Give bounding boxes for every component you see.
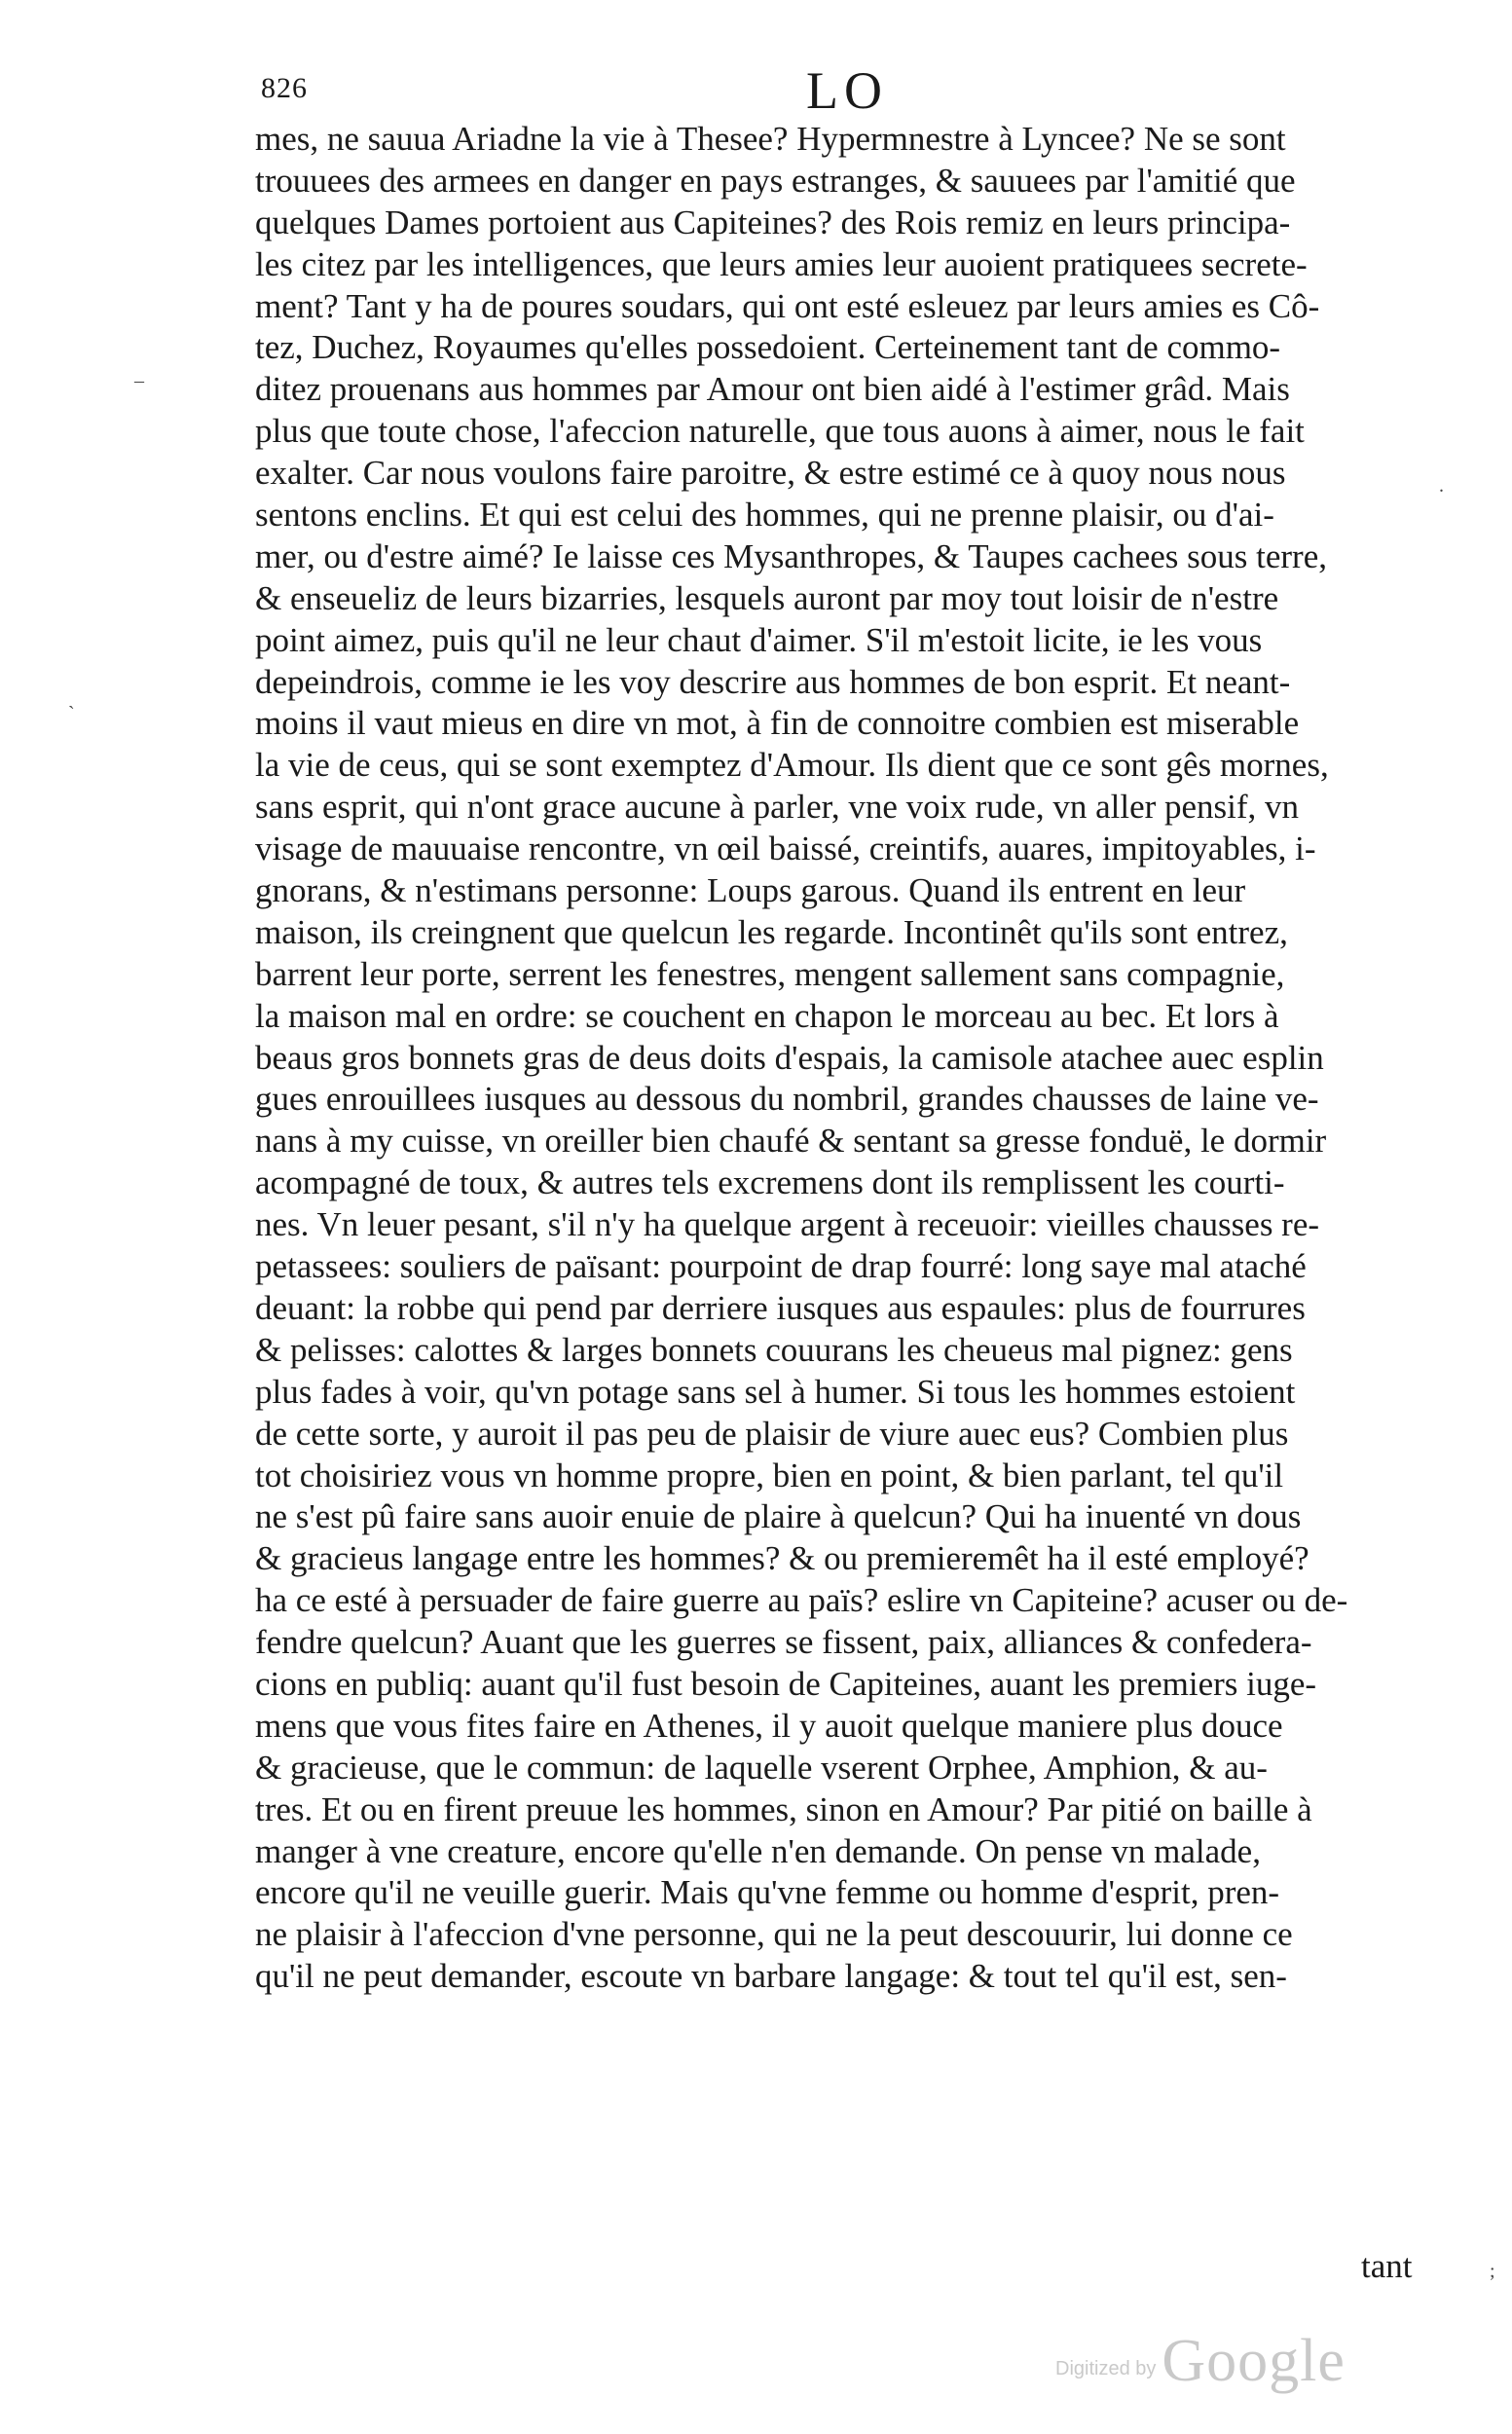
text-line: point aimez, puis qu'il ne leur chaut d'aimer. S'il m'estoit licite, ie les vous <box>255 620 1263 659</box>
text-line: exalter. Car nous voulons faire paroitre, & estre estimé ce à quoy nous nous <box>255 454 1286 493</box>
text-line: nans à my cuisse, vn oreiller bien chaufé & sentant sa gresse fonduë, le dormir <box>255 1122 1327 1161</box>
text-line: mer, ou d'estre aimé? Ie laisse ces Mysanthropes, & Taupes cachees sous terre, <box>255 536 1327 575</box>
margin-mark: ; <box>1490 2261 1495 2282</box>
page-header <box>261 60 1449 119</box>
text-line: de cette sorte, y auroit il pas peu de plaisir de viure auec eus? Combien plus <box>255 1414 1289 1453</box>
text-line: ditez prouenans aus hommes par Amour ont bien aidé à l'estimer grâd. Mais <box>255 370 1290 409</box>
text-line: qu'il ne peut demander, escoute vn barbare langage: & tout tel qu'il est, sen- <box>255 1957 1287 1996</box>
text-line: manger à vne creature, encore qu'elle n'en demande. On pense vn malade, <box>255 1831 1261 1870</box>
text-line: tot choisiriez vous vn homme propre, bien en point, & bien parlant, tel qu'il <box>255 1456 1284 1494</box>
watermark-prefix: Digitized by <box>1055 2358 1157 2379</box>
text-line: sans esprit, qui n'ont grace aucune à parler, vne voix rude, vn aller pensif, vn <box>255 788 1300 827</box>
text-line: ne plaisir à l'afeccion d'vne personne, qui ne la peut descouurir, lui donne ce <box>255 1915 1293 1954</box>
catchword: tant <box>1361 2247 1413 2285</box>
text-line: encore qu'il ne veuille guerir. Mais qu'vne femme ou homme d'esprit, pren- <box>255 1873 1280 1912</box>
text-line: mes, ne sauua Ariadne la vie à Thesee? Hypermnestre à Lyncee? Ne se sont <box>255 120 1286 158</box>
margin-mark: – <box>134 370 144 391</box>
text-line: & gracieuse, que le commun: de laquelle vserent Orphee, Amphion, & au- <box>255 1748 1268 1787</box>
running-head: LO <box>806 61 888 120</box>
text-line: gues enrouillees iusques au dessous du nombril, grandes chausses de laine ve- <box>255 1080 1319 1119</box>
text-line: gnorans, & n'estimans personne: Loups garous. Quand ils entrent en leur <box>255 871 1246 910</box>
text-line: petassees: souliers de païsant: pourpoint de drap fourré: long saye mal ataché <box>255 1247 1307 1286</box>
text-line: cions en publiq: auant qu'il fust besoin de Capiteines, auant les premiers iuge- <box>255 1664 1317 1703</box>
text-line: tres. Et ou en firent preuue les hommes, sinon en Amour? Par pitié on baille à <box>255 1789 1312 1828</box>
text-line: les citez par les intelligences, que leurs amies leur auoient pratiquees secrete- <box>255 244 1308 283</box>
text-line: barrent leur porte, serrent les fenestres, mengent sallement sans compagnie, <box>255 954 1285 993</box>
text-line: ha ce esté à persuader de faire guerre au païs? eslire vn Capiteine? acuser ou de- <box>255 1581 1348 1620</box>
text-line: depeindrois, comme ie les voy descrire aus hommes de bon esprit. Et neant- <box>255 662 1291 701</box>
margin-mark: ˋ <box>68 703 75 724</box>
body-text <box>255 119 1453 1998</box>
text-line: fendre quelcun? Auant que les guerres se fissent, paix, alliances & confedera- <box>255 1623 1312 1662</box>
text-line: tez, Duchez, Royaumes qu'elles possedoient. Certeinement tant de commo- <box>255 328 1281 367</box>
text-line: trouuees des armees en danger en pays estranges, & sauuees par l'amitié que <box>255 161 1296 200</box>
text-line: visage de mauuaise rencontre, vn œil baissé, creintifs, auares, impitoyables, i- <box>255 830 1316 868</box>
text-line: & gracieus langage entre les hommes? & ou premieremêt ha il esté employé? <box>255 1539 1309 1578</box>
margin-mark: . <box>1439 475 1444 497</box>
text-line: plus fades à voir, qu'vn potage sans sel à humer. Si tous les hommes estoient <box>255 1372 1296 1411</box>
text-line: & pelisses: calottes & larges bonnets couurans les cheueus mal pignez: gens <box>255 1330 1293 1369</box>
digitized-watermark <box>1055 2327 1346 2395</box>
page-number: 826 <box>261 72 308 104</box>
text-line: maison, ils creingnent que quelcun les regarde. Incontinêt qu'ils sont entrez, <box>255 912 1288 951</box>
text-line: sentons enclins. Et qui est celui des hommes, qui ne prenne plaisir, ou d'ai- <box>255 496 1274 535</box>
text-line: nes. Vn leuer pesant, s'il n'y ha quelque argent à receuoir: vieilles chausses re- <box>255 1205 1320 1244</box>
text-line: & enseueliz de leurs bizarries, lesquels auront par moy tout loisir de n'estre <box>255 578 1279 617</box>
text-line: ne s'est pû faire sans auoir enuie de plaire à quelcun? Qui ha inuenté vn dous <box>255 1497 1302 1536</box>
text-line: acompagné de toux, & autres tels excremens dont ils remplissent les courti- <box>255 1163 1285 1202</box>
text-line: plus que toute chose, l'afeccion naturelle, que tous auons à aimer, nous le fait <box>255 412 1305 451</box>
text-line: la maison mal en ordre: se couchent en chapon le morceau au bec. Et lors à <box>255 996 1279 1035</box>
text-line: ment? Tant y ha de poures soudars, qui ont esté esleuez par leurs amies es Cô- <box>255 286 1320 325</box>
text-line: deuant: la robbe qui pend par derriere iusques aus espaules: plus de fourrures <box>255 1288 1306 1327</box>
text-line: mens que vous fites faire en Athenes, il y auoit quelque maniere plus douce <box>255 1706 1283 1745</box>
text-line: moins il vaut mieus en dire vn mot, à fin de connoitre combien est miserable <box>255 704 1300 743</box>
text-line: beaus gros bonnets gras de deus doits d'espais, la camisole atachee auec esplin <box>255 1038 1324 1077</box>
text-line: la vie de ceus, qui se sont exemptez d'Amour. Ils dient que ce sont gês mornes, <box>255 746 1329 785</box>
text-line: quelques Dames portoient aus Capiteines? des Rois remiz en leurs principa- <box>255 203 1291 241</box>
watermark-logo: Google <box>1162 2328 1346 2394</box>
